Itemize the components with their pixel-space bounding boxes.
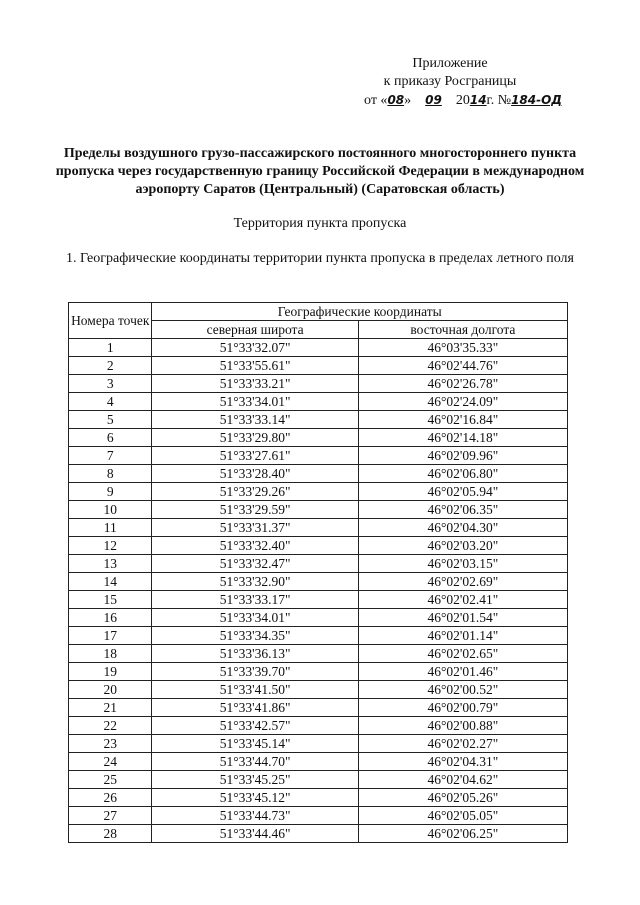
latitude-cell: 51°33'44.46" xyxy=(152,825,358,843)
longitude-cell: 46°02'06.80" xyxy=(358,465,567,483)
latitude-cell: 51°33'45.25" xyxy=(152,771,358,789)
point-number: 26 xyxy=(69,789,152,807)
latitude-cell: 51°33'41.50" xyxy=(152,681,358,699)
latitude-cell: 51°33'44.73" xyxy=(152,807,358,825)
point-number: 27 xyxy=(69,807,152,825)
document-subtitle: Территория пункта пропуска xyxy=(233,216,407,231)
point-number: 2 xyxy=(69,357,152,375)
latitude-cell: 51°33'34.01" xyxy=(152,609,358,627)
longitude-cell: 46°03'35.33" xyxy=(358,339,567,357)
point-number: 9 xyxy=(69,483,152,501)
order-month: 09 xyxy=(425,93,442,107)
table-row xyxy=(69,501,568,519)
longitude-cell: 46°02'01.14" xyxy=(358,627,567,645)
table-row xyxy=(69,447,568,465)
table-row xyxy=(69,609,568,627)
longitude-cell: 46°02'04.31" xyxy=(358,753,567,771)
point-number: 12 xyxy=(69,537,152,555)
point-number: 4 xyxy=(69,393,152,411)
longitude-cell: 46°02'00.88" xyxy=(358,717,567,735)
date-mid: » xyxy=(404,93,412,108)
table-row xyxy=(69,375,568,393)
latitude-cell: 51°33'32.90" xyxy=(152,573,358,591)
longitude-cell: 46°02'00.79" xyxy=(358,699,567,717)
longitude-cell: 46°02'05.94" xyxy=(358,483,567,501)
section-heading: 1. Географические координаты территории пункта пропуска в пределах летного поля xyxy=(66,251,574,266)
header-geo-coordinates: Географические координаты xyxy=(152,303,568,321)
table-row xyxy=(69,699,568,717)
order-date-line xyxy=(330,91,570,110)
point-number: 6 xyxy=(69,429,152,447)
latitude-cell: 51°33'45.14" xyxy=(152,735,358,753)
longitude-cell: 46°02'02.41" xyxy=(358,591,567,609)
document-title: Пределы воздушного грузо-пассажирского постоянного многостороннего пункта пропуска через государственную границу Российской Федерации в международном аэропорту Саратов (Центральный) (Саратовская область) xyxy=(55,146,585,197)
point-number: 22 xyxy=(69,717,152,735)
longitude-cell: 46°02'03.15" xyxy=(358,555,567,573)
longitude-cell: 46°02'26.78" xyxy=(358,375,567,393)
point-number: 14 xyxy=(69,573,152,591)
point-number: 28 xyxy=(69,825,152,843)
longitude-cell: 46°02'05.26" xyxy=(358,789,567,807)
latitude-cell: 51°33'29.26" xyxy=(152,483,358,501)
latitude-cell: 51°33'55.61" xyxy=(152,357,358,375)
latitude-cell: 51°33'27.61" xyxy=(152,447,358,465)
latitude-cell: 51°33'34.35" xyxy=(152,627,358,645)
table-row xyxy=(69,771,568,789)
table-row xyxy=(69,357,568,375)
table-row xyxy=(69,573,568,591)
point-number: 11 xyxy=(69,519,152,537)
order-year: 14 xyxy=(469,93,487,107)
header-point-numbers: Номера точек xyxy=(69,303,152,339)
point-number: 20 xyxy=(69,681,152,699)
table-body xyxy=(69,339,568,843)
table-row xyxy=(69,735,568,753)
point-number: 17 xyxy=(69,627,152,645)
table-row xyxy=(69,681,568,699)
longitude-cell: 46°02'04.62" xyxy=(358,771,567,789)
latitude-cell: 51°33'28.40" xyxy=(152,465,358,483)
table-row xyxy=(69,393,568,411)
longitude-cell: 46°02'00.52" xyxy=(358,681,567,699)
table-row xyxy=(69,519,568,537)
longitude-cell: 46°02'04.30" xyxy=(358,519,567,537)
point-number: 13 xyxy=(69,555,152,573)
latitude-cell: 51°33'33.17" xyxy=(152,591,358,609)
table-row xyxy=(69,663,568,681)
point-number: 8 xyxy=(69,465,152,483)
table-row xyxy=(69,627,568,645)
table-row xyxy=(69,591,568,609)
longitude-cell: 46°02'02.65" xyxy=(358,645,567,663)
order-day: 08 xyxy=(387,93,405,107)
latitude-cell: 51°33'32.40" xyxy=(152,537,358,555)
table-row xyxy=(69,789,568,807)
table-row xyxy=(69,555,568,573)
point-number: 16 xyxy=(69,609,152,627)
longitude-cell: 46°02'09.96" xyxy=(358,447,567,465)
point-number: 24 xyxy=(69,753,152,771)
longitude-cell: 46°02'06.25" xyxy=(358,825,567,843)
latitude-cell: 51°33'32.47" xyxy=(152,555,358,573)
longitude-cell: 46°02'05.05" xyxy=(358,807,567,825)
latitude-cell: 51°33'39.70" xyxy=(152,663,358,681)
date-prefix: от « xyxy=(364,93,388,108)
point-number: 1 xyxy=(69,339,152,357)
table-row xyxy=(69,807,568,825)
longitude-cell: 46°02'24.09" xyxy=(358,393,567,411)
latitude-cell: 51°33'32.07" xyxy=(152,339,358,357)
table-row xyxy=(69,717,568,735)
appendix-label: Приложение xyxy=(412,56,488,71)
coordinates-table xyxy=(68,302,568,843)
order-reference: к приказу Росграницы xyxy=(383,74,517,89)
point-number: 5 xyxy=(69,411,152,429)
point-number: 18 xyxy=(69,645,152,663)
longitude-cell: 46°02'01.54" xyxy=(358,609,567,627)
header-latitude: северная широта xyxy=(152,321,358,339)
latitude-cell: 51°33'33.21" xyxy=(152,375,358,393)
point-number: 3 xyxy=(69,375,152,393)
table-row xyxy=(69,411,568,429)
table-row xyxy=(69,825,568,843)
latitude-cell: 51°33'29.80" xyxy=(152,429,358,447)
latitude-cell: 51°33'29.59" xyxy=(152,501,358,519)
table-row xyxy=(69,645,568,663)
year-prefix: 20 xyxy=(455,93,470,108)
latitude-cell: 51°33'44.70" xyxy=(152,753,358,771)
longitude-cell: 46°02'16.84" xyxy=(358,411,567,429)
latitude-cell: 51°33'45.12" xyxy=(152,789,358,807)
latitude-cell: 51°33'42.57" xyxy=(152,717,358,735)
point-number: 19 xyxy=(69,663,152,681)
point-number: 25 xyxy=(69,771,152,789)
latitude-cell: 51°33'41.86" xyxy=(152,699,358,717)
point-number: 10 xyxy=(69,501,152,519)
longitude-cell: 46°02'01.46" xyxy=(358,663,567,681)
longitude-cell: 46°02'02.27" xyxy=(358,735,567,753)
table-row xyxy=(69,483,568,501)
longitude-cell: 46°02'44.76" xyxy=(358,357,567,375)
latitude-cell: 51°33'33.14" xyxy=(152,411,358,429)
longitude-cell: 46°02'02.69" xyxy=(358,573,567,591)
latitude-cell: 51°33'36.13" xyxy=(152,645,358,663)
point-number: 21 xyxy=(69,699,152,717)
point-number: 23 xyxy=(69,735,152,753)
table-row xyxy=(69,429,568,447)
year-mark: г. № xyxy=(486,93,512,108)
table-row xyxy=(69,465,568,483)
point-number: 15 xyxy=(69,591,152,609)
latitude-cell: 51°33'31.37" xyxy=(152,519,358,537)
table-row xyxy=(69,537,568,555)
longitude-cell: 46°02'03.20" xyxy=(358,537,567,555)
longitude-cell: 46°02'06.35" xyxy=(358,501,567,519)
longitude-cell: 46°02'14.18" xyxy=(358,429,567,447)
header-longitude: восточная долгота xyxy=(358,321,567,339)
table-row xyxy=(69,753,568,771)
point-number: 7 xyxy=(69,447,152,465)
latitude-cell: 51°33'34.01" xyxy=(152,393,358,411)
order-number: 184-ОД xyxy=(511,93,562,107)
table-row xyxy=(69,339,568,357)
appendix-header xyxy=(330,55,570,110)
